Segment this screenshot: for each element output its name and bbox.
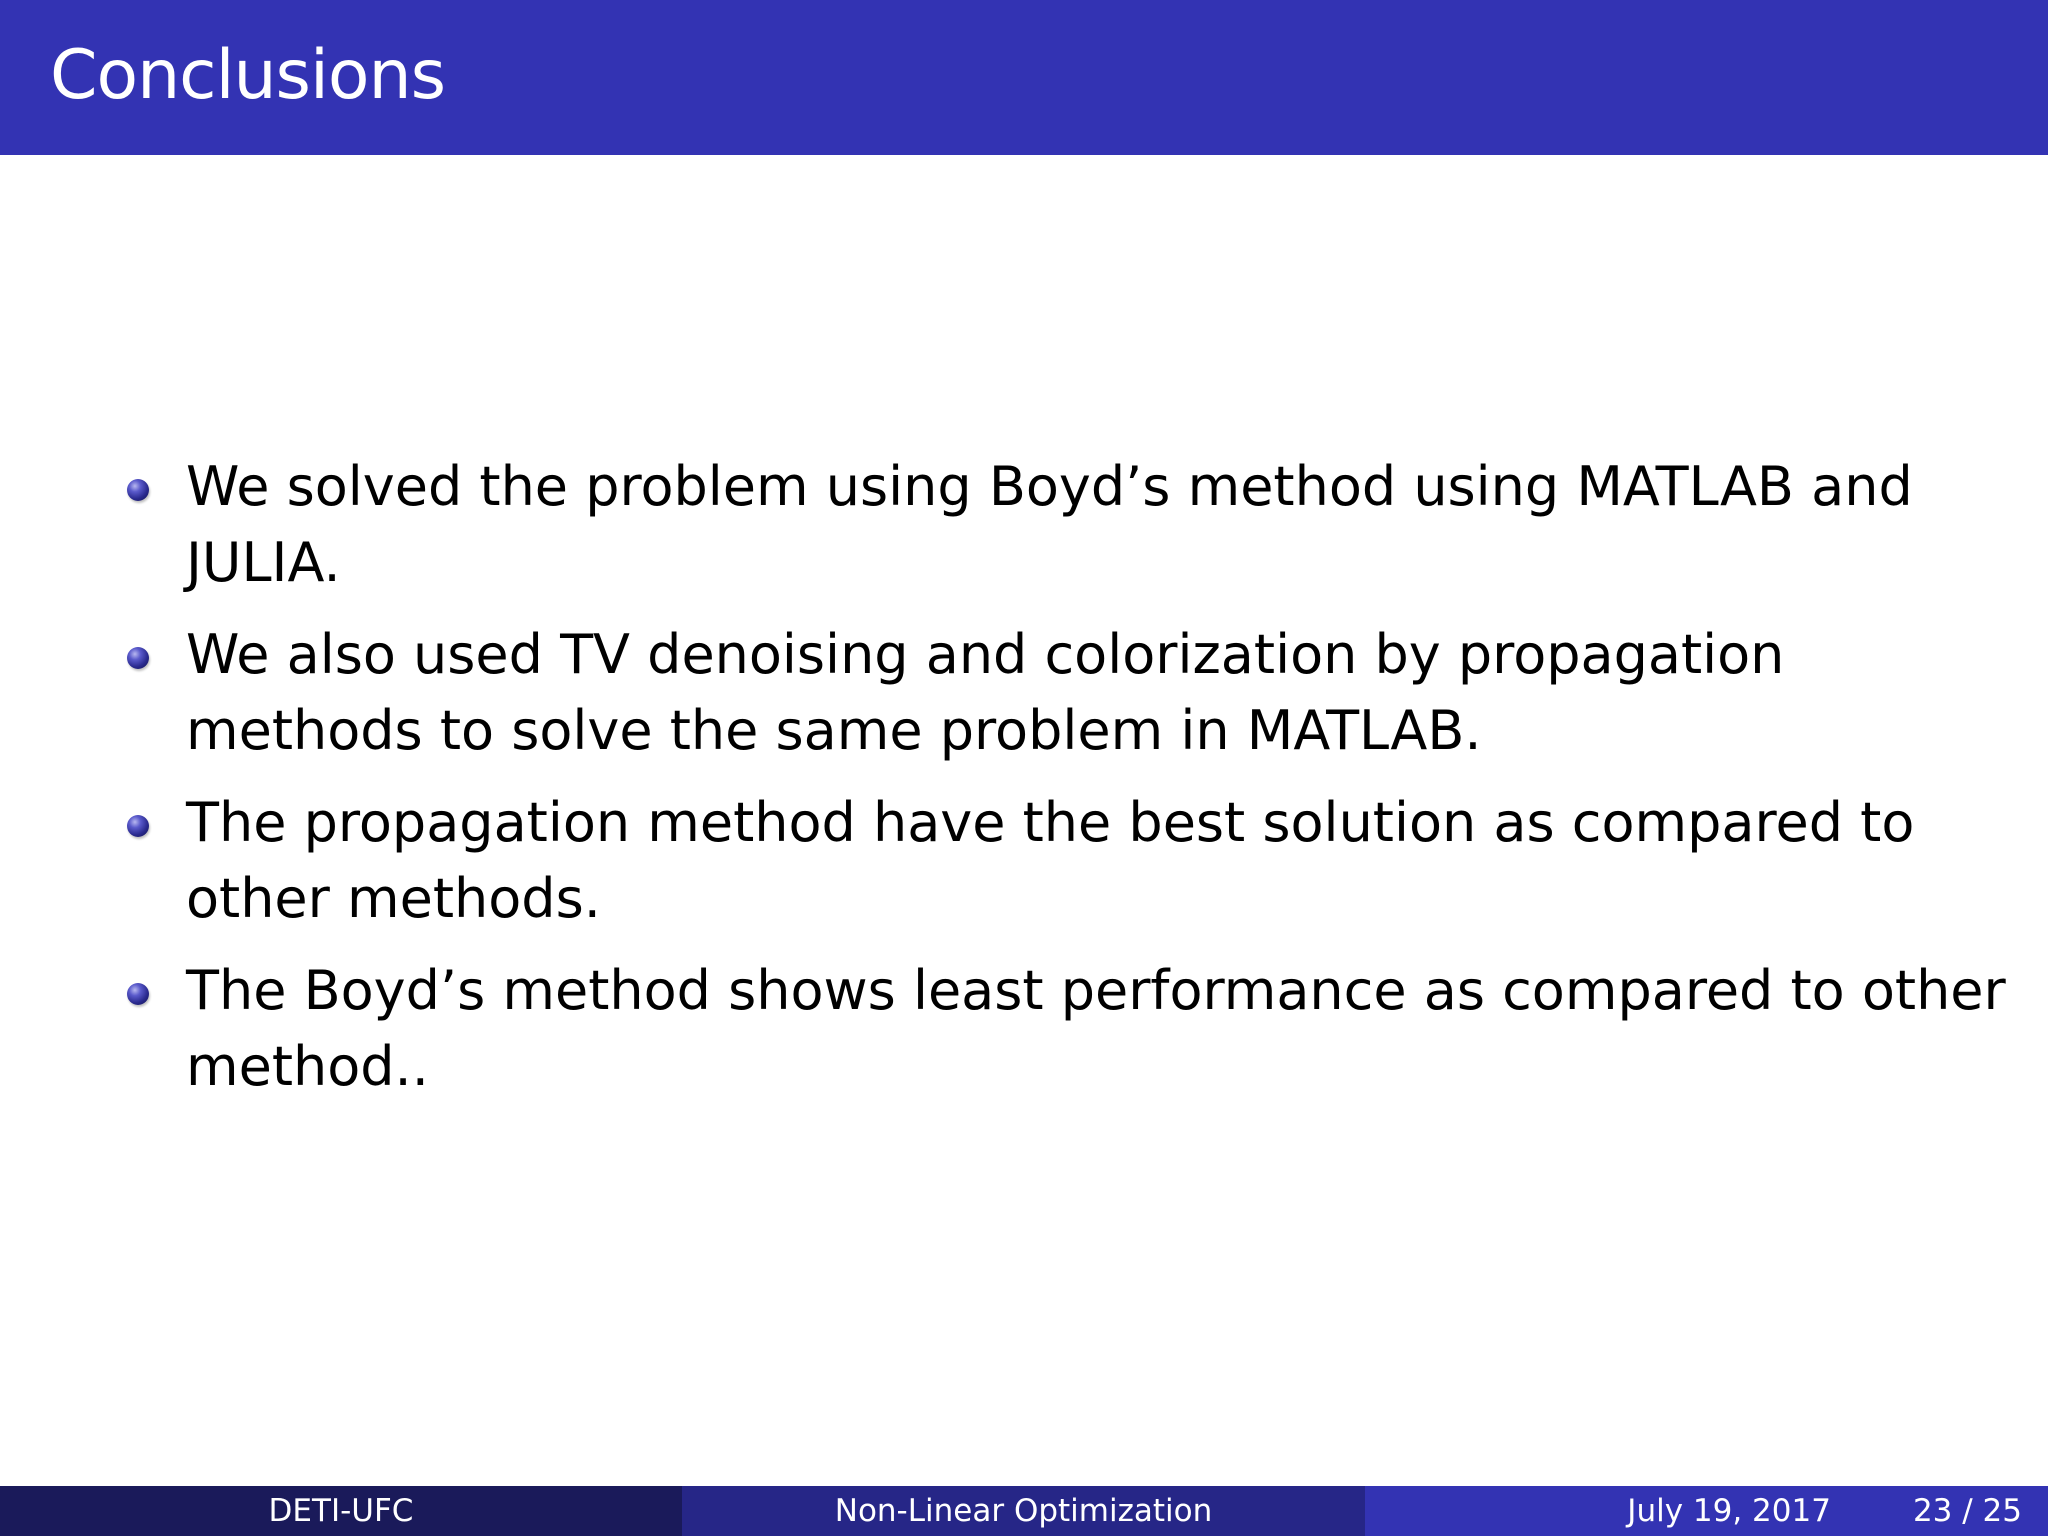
list-item [0, 953, 2048, 1105]
footer-title-section [682, 1486, 1365, 1536]
footer [0, 1486, 2048, 1536]
ball-bullet-icon [127, 479, 149, 501]
title-bar [0, 0, 2048, 155]
ball-bullet-icon [127, 983, 149, 1005]
page-number: 23 / 25 [1912, 1493, 2022, 1529]
footer-short-title: Non-Linear Optimization [834, 1493, 1213, 1529]
bullet-text: The propagation method have the best solution as compared to other methods. [186, 791, 1915, 930]
list-item [0, 449, 2048, 601]
ball-bullet-icon [127, 815, 149, 837]
ball-bullet-icon [127, 647, 149, 669]
slide-title: Conclusions [50, 36, 446, 115]
list-item [0, 617, 2048, 769]
footer-date: July 19, 2017 [1627, 1493, 1831, 1529]
bullet-list [0, 449, 2048, 1121]
list-item [0, 785, 2048, 937]
bullet-text: We also used TV denoising and colorization by propagation methods to solve the same problem in MATLAB. [186, 623, 1785, 762]
footer-info-section [1365, 1486, 2048, 1536]
footer-institute-section [0, 1486, 682, 1536]
footer-institute: DETI-UFC [268, 1493, 414, 1529]
bullet-text: The Boyd’s method shows least performance as compared to other method.. [186, 959, 2006, 1098]
bullet-text: We solved the problem using Boyd’s method using MATLAB and JULIA. [186, 455, 1913, 594]
